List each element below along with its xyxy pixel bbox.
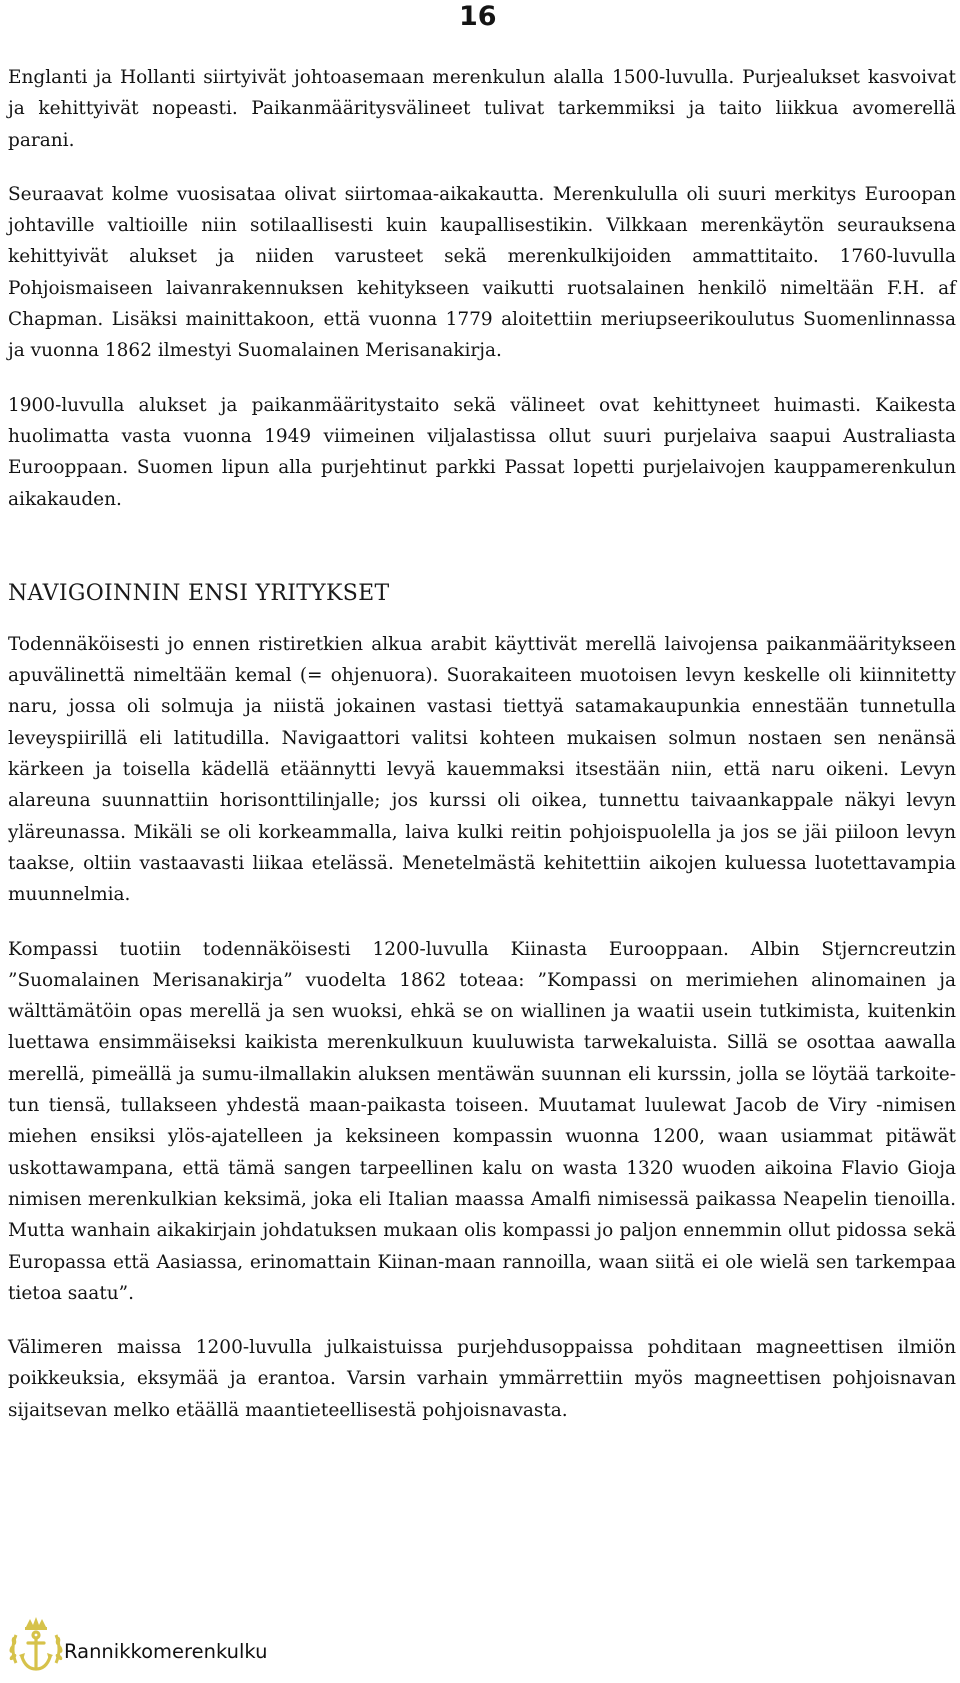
page-number: 16 (459, 1, 497, 32)
paragraph-colonial-era: Seuraavat kolme vuosisataa olivat siirtomaa-aikakautta. Merenkululla oli suuri merkitys Euroopan johtaville valtioille niin sotilaallisesti kuin kaupallisestikin. Vilkkaan merenkäytön seurauksena kehittyivät alukset ja niiden varusteet sekä merenkulkijoiden ammattitaito. 1760-luvulla Pohjoismaiseen laivanrakennuksen kehitykseen vaikutti ruotsalainen henkilö nimeltään F.H. af Chapman. Lisäksi mainittakoon, että vuonna 1779 aloitettiin meriupseerikoulutus Suomenlinnassa ja vuonna 1862 ilmestyi Suomalainen Merisanakirja. (8, 183, 956, 362)
coastal-navy-anchor-emblem-icon (6, 1613, 66, 1675)
footer-title: Rannikkomerenkulku (64, 1639, 268, 1663)
footer (6, 1612, 267, 1676)
paragraph-magnetism: Välimeren maissa 1200-luvulla julkaistuissa purjehdusoppaissa pohditaan magneettisen ilmiön poikkeuksia, eksymää ja erantoa. Varsin varhain ymmärrettiin myös magneettisen pohjoisnavan sijaitsevan melko etäällä maantieteellisestä pohjoisnavasta. (8, 1337, 956, 1421)
section-heading: NAVIGOINNIN ENSI YRITYKSET (8, 580, 390, 606)
paragraph-1900s: 1900-luvulla alukset ja paikanmääritystaito sekä välineet ovat kehittyneet huimasti. Kaikesta huolimatta vasta vuonna 1949 viimeinen viljalastissa ollut suuri purjelaiva saapui Australiasta Eurooppaan. Suomen lipun alla purjehtinut parkki Passat lopetti purjelaivojen kauppamerenkulun aikakauden. (8, 394, 956, 510)
paragraph-kemal: Todennäköisesti jo ennen ristiretkien alkua arabit käyttivät merellä laivojensa paikanmääritykseen apuvälinettä nimeltään kemal (= ohjenuora). Suorakaiteen muotoisen levyn keskelle oli kiinnitetty naru, jossa oli solmuja ja niistä jokainen vastasi tiettyä satamakaupunkia ennestään tunnetulla leveyspiirillä eli latitudilla. Navigaattori valitsi kohteen mukaisen solmun nostaen sen nenänsä kärkeen ja toisella kädellä etäännytti levyä kauemmaksi itsestään niin, että naru oikeni. Levyn alareuna suunnattiin horisonttilinjalle; jos kurssi oli oikea, tunnettu taivaankappale näkyi levyn yläreunassa. Mikäli se oli korkeammalla, laiva kulki reitin pohjoispuolella ja jos se jäi piiloon levyn taakse, oltiin vastaavasti liikaa etelässä. Menetelmästä kehitettiin aikojen kuluessa luotettavampia muunnelmia. (8, 633, 956, 906)
document-body (8, 62, 956, 1426)
paragraph-compass: Kompassi tuotiin todennäköisesti 1200-luvulla Kiinasta Eurooppaan. Albin Stjerncreutzin ”Suomalainen Merisanakirja” vuodelta 1862 toteaa: ”Kompassi on merimiehen alinomainen ja wälttämätöin opas merellä ja sen wuoksi, ehkä se on wiallinen ja waatii usein tutkimista, kuitenkin luettawa ensimmäiseksi kaikista merenkulkuun kuuluwista tarwekaluista. Sillä se osottaa aawalla merellä, pimeällä ja sumu-ilmallakin aluksen mentäwän suunnan eli kurssin, jolla se löytää tarkoitetun tiensä, tullakseen yhdestä maan-paikasta toiseen. Muutamat luulewat Jacob de Viry -nimisen miehen ensiksi ylös-ajatelleen ja keksineen kompassin wuonna 1200, waan usiammat pitäwät uskottawampana, että tämä sangen tarpeellinen kalu on wasta 1320 wuoden aikoina Flavio Gioja nimisen merenkulkian keksimä, joka eli Italian maassa Amalfi nimisessä paikassa Neapelin tienoilla. Mutta wanhain aikakirjain johdatuksen mukaan olis kompassi jo paljon ennemmin ollut pidossa sekä Europassa että Aasiassa, erinomattain Kiinan-maan rannoilla, waan siitä ei ole wielä sen tarkempaa tietoa saatu”. (8, 938, 956, 1304)
paragraph-intro: Englanti ja Hollanti siirtyivät johtoasemaan merenkulun alalla 1500-luvulla. Purjealukset kasvoivat ja kehittyivät nopeasti. Paikanmääritysvälineet tulivat tarkemmiksi ja taito liikkua avomerellä parani. (8, 67, 956, 151)
